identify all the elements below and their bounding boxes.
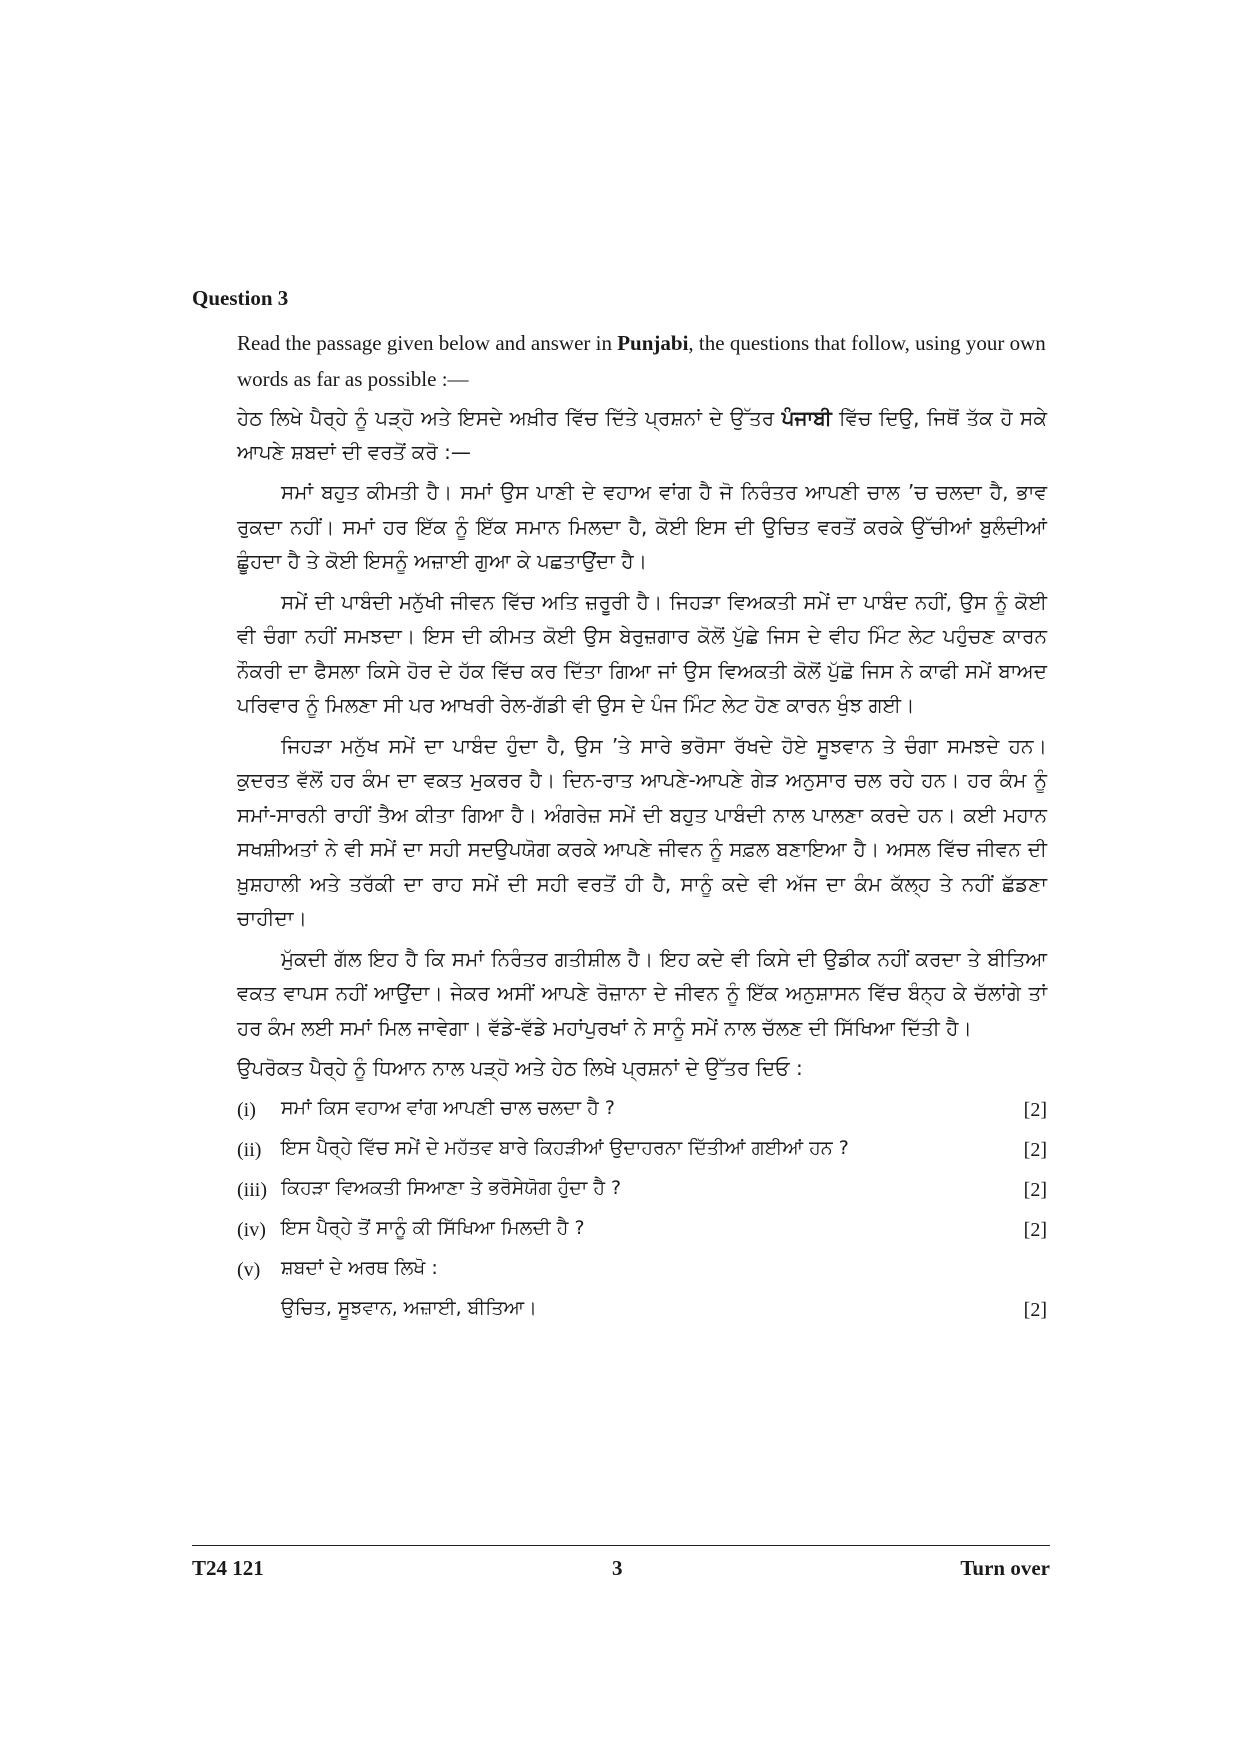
question-item-i <box>237 1095 1047 1135</box>
page-number: 3 <box>612 1556 623 1580</box>
question-number: (iv) <box>237 1219 266 1241</box>
instruction-punjabi-pre: ਹੇਠ ਲਿਖੇ ਪੈਰ੍ਹੇ ਨੂੰ ਪੜ੍ਹੋ ਅਤੇ ਇਸਦੇ ਅਖ਼ੀਰ ਵਿੱਚ ਦਿੱਤੇ ਪ੍ਰਸ਼ਨਾਂ ਦੇ ਉੱਤਰ <box>237 406 782 430</box>
instruction-punjabi-post: ਵਿੱਚ ਦਿਉ, ਜਿਥੋਂ ਤੱਕ ਹੋ ਸਕੇ ਆਪਣੇ ਸ਼ਬਦਾਂ ਦੀ ਵਰਤੋਂ ਕਰੋ :— <box>237 406 1047 464</box>
question-item-iv <box>237 1215 1047 1255</box>
paper-code: T24 121 <box>192 1556 264 1580</box>
question-heading: Question 3 <box>192 286 289 310</box>
question-number: (iii) <box>237 1179 267 1201</box>
question-item-v-words <box>237 1295 1047 1335</box>
instruction-english-post: , the questions that follow, using your own words as far as possible :— <box>237 331 1046 391</box>
instruction-english-pre: Read the passage given below and answer in <box>237 331 618 355</box>
instruction-punjabi-bold: ਪੰਜਾਬੀ <box>781 406 832 430</box>
instruction-english-bold: Punjabi <box>617 331 689 355</box>
question-marks: [2] <box>1023 1139 1047 1161</box>
question-text: ਇਸ ਪੈਰ੍ਹੇ ਵਿੱਚ ਸਮੇਂ ਦੇ ਮਹੱਤਵ ਬਾਰੇ ਕਿਹੜੀਆਂ ਉਦਾਹਰਨਾ ਦਿੱਤੀਆਂ ਗਈਆਂ ਹਨ ? <box>281 1137 849 1159</box>
instruction-english <box>237 325 1047 397</box>
question-marks: [2] <box>1023 1299 1047 1321</box>
question-text: ਕਿਹੜਾ ਵਿਅਕਤੀ ਸਿਆਣਾ ਤੇ ਭਰੋਸੇਯੋਗ ਹੁੰਦਾ ਹੈ ? <box>281 1177 622 1199</box>
question-number: (i) <box>237 1099 256 1121</box>
question-content <box>237 325 1047 1335</box>
question-marks: [2] <box>1023 1179 1047 1201</box>
question-marks: [2] <box>1023 1219 1047 1241</box>
question-text: ਸ਼ਬਦਾਂ ਦੇ ਅਰਥ ਲਿਖੋ : <box>281 1257 438 1279</box>
question-marks: [2] <box>1023 1099 1047 1121</box>
question-text: ਇਸ ਪੈਰ੍ਹੇ ਤੋਂ ਸਾਨੂੰ ਕੀ ਸਿੱਖਿਆ ਮਿਲਦੀ ਹੈ ? <box>281 1217 585 1239</box>
question-item-iii <box>237 1175 1047 1215</box>
footer-divider <box>192 1545 1050 1546</box>
turn-over-label: Turn over <box>960 1556 1050 1580</box>
instruction-punjabi <box>237 401 1047 469</box>
question-text: ਸਮਾਂ ਕਿਸ ਵਹਾਅ ਵਾਂਗ ਆਪਣੀ ਚਾਲ ਚਲਦਾ ਹੈ ? <box>281 1097 615 1119</box>
question-number: (ii) <box>237 1139 262 1161</box>
passage-paragraph-4: ਮੁੱਕਦੀ ਗੱਲ ਇਹ ਹੈ ਕਿ ਸਮਾਂ ਨਿਰੰਤਰ ਗਤੀਸ਼ੀਲ ਹੈ। ਇਹ ਕਦੇ ਵੀ ਕਿਸੇ ਦੀ ਉਡੀਕ ਨਹੀਂ ਕਰਦਾ ਤੇ ਬੀਤਿਆ ਵਕਤ ਵਾਪਸ ਨਹੀਂ ਆਉਂਦਾ। ਜੇਕਰ ਅਸੀਂ ਆਪਣੇ ਰੋਜ਼ਾਨਾ ਦੇ ਜੀਵਨ ਨੂੰ ਇੱਕ ਅਨੁਸ਼ਾਸਨ ਵਿੱਚ ਬੰਨ੍ਹ ਕੇ ਚੱਲਾਂਗੇ ਤਾਂ ਹਰ ਕੰਮ ਲਈ ਸਮਾਂ ਮਿਲ ਜਾਵੇਗਾ। ਵੱਡੇ-ਵੱਡੇ ਮਹਾਂਪੁਰਖਾਂ ਨੇ ਸਾਨੂੰ ਸਮੇਂ ਨਾਲ ਚੱਲਣ ਦੀ ਸਿੱਖਿਆ ਦਿੱਤੀ ਹੈ। <box>237 946 1047 1040</box>
question-number: (v) <box>237 1259 261 1281</box>
passage-paragraph-3: ਜਿਹੜਾ ਮਨੁੱਖ ਸਮੇਂ ਦਾ ਪਾਬੰਦ ਹੁੰਦਾ ਹੈ, ਉਸ ’ਤੇ ਸਾਰੇ ਭਰੋਸਾ ਰੱਖਦੇ ਹੋਏ ਸੂਝਵਾਨ ਤੇ ਚੰਗਾ ਸਮਝਦੇ ਹਨ। ਕੁਦਰਤ ਵੱਲੋਂ ਹਰ ਕੰਮ ਦਾ ਵਕਤ ਮੁਕਰਰ ਹੈ। ਦਿਨ-ਰਾਤ ਆਪਣੇ-ਆਪਣੇ ਗੇੜ ਅਨੁਸਾਰ ਚਲ ਰਹੇ ਹਨ। ਹਰ ਕੰਮ ਨੂੰ ਸਮਾਂ-ਸਾਰਨੀ ਰਾਹੀਂ ਤੈਅ ਕੀਤਾ ਗਿਆ ਹੈ। ਅੰਗਰੇਜ਼ ਸਮੇਂ ਦੀ ਬਹੁਤ ਪਾਬੰਦੀ ਨਾਲ ਪਾਲਣਾ ਕਰਦੇ ਹਨ। ਕਈ ਮਹਾਨ ਸਖਸ਼ੀਅਤਾਂ ਨੇ ਵੀ ਸਮੇਂ ਦਾ ਸਹੀ ਸਦਉਪਯੋਗ ਕਰਕੇ ਆਪਣੇ ਜੀਵਨ ਨੂੰ ਸਫ਼ਲ ਬਣਾਇਆ ਹੈ। ਅਸਲ ਵਿੱਚ ਜੀਵਨ ਦੀ ਖ਼ੁਸ਼ਹਾਲੀ ਅਤੇ ਤਰੱਕੀ ਦਾ ਰਾਹ ਸਮੇਂ ਦੀ ਸਹੀ ਵਰਤੋਂ ਹੀ ਹੈ, ਸਾਨੂੰ ਕਦੇ ਵੀ ਅੱਜ ਦਾ ਕੰਮ ਕੱਲ੍ਹ ਤੇ ਨਹੀਂ ਛੱਡਣਾ ਚਾਹੀਦਾ। <box>237 733 1047 930</box>
passage-paragraph-1: ਸਮਾਂ ਬਹੁਤ ਕੀਮਤੀ ਹੈ। ਸਮਾਂ ਉਸ ਪਾਣੀ ਦੇ ਵਹਾਅ ਵਾਂਗ ਹੈ ਜੋ ਨਿਰੰਤਰ ਆਪਣੀ ਚਾਲ ’ਚ ਚਲਦਾ ਹੈ, ਭਾਵ ਰੁਕਦਾ ਨਹੀਂ। ਸਮਾਂ ਹਰ ਇੱਕ ਨੂੰ ਇੱਕ ਸਮਾਨ ਮਿਲਦਾ ਹੈ, ਕੋਈ ਇਸ ਦੀ ਉਚਿਤ ਵਰਤੋਂ ਕਰਕੇ ਉੱਚੀਆਂ ਬੁਲੰਦੀਆਂ ਛੂੰਹਦਾ ਹੈ ਤੇ ਕੋਈ ਇਸਨੂੰ ਅਜ਼ਾਈ ਗੁਆ ਕੇ ਪਛਤਾਉਂਦਾ ਹੈ। <box>237 480 1047 573</box>
passage-paragraph-2: ਸਮੇਂ ਦੀ ਪਾਬੰਦੀ ਮਨੁੱਖੀ ਜੀਵਨ ਵਿੱਚ ਅਤਿ ਜ਼ਰੂਰੀ ਹੈ। ਜਿਹੜਾ ਵਿਅਕਤੀ ਸਮੇਂ ਦਾ ਪਾਬੰਦ ਨਹੀਂ, ਉਸ ਨੂੰ ਕੋਈ ਵੀ ਚੰਗਾ ਨਹੀਂ ਸਮਝਦਾ। ਇਸ ਦੀ ਕੀਮਤ ਕੋਈ ਉਸ ਬੇਰੁਜ਼ਗਾਰ ਕੋਲੋਂ ਪੁੱਛੇ ਜਿਸ ਦੇ ਵੀਹ ਮਿੰਟ ਲੇਟ ਪਹੁੰਚਣ ਕਾਰਨ ਨੌਕਰੀ ਦਾ ਫੈਸਲਾ ਕਿਸੇ ਹੋਰ ਦੇ ਹੱਕ ਵਿੱਚ ਕਰ ਦਿੱਤਾ ਗਿਆ ਜਾਂ ਉਸ ਵਿਅਕਤੀ ਕੋਲੋਂ ਪੁੱਛੋ ਜਿਸ ਨੇ ਕਾਫੀ ਸਮੇਂ ਬਾਅਦ ਪਰਿਵਾਰ ਨੂੰ ਮਿਲਣਾ ਸੀ ਪਰ ਆਖਰੀ ਰੇਲ-ਗੱਡੀ ਵੀ ਉਸ ਦੇ ਪੰਜ ਮਿੰਟ ਲੇਟ ਹੋਣ ਕਾਰਨ ਖੁੰਝ ਗਈ। <box>237 589 1047 717</box>
question-item-ii <box>237 1135 1047 1175</box>
question-list <box>237 1095 1047 1335</box>
questions-lead: ਉਪਰੋਕਤ ਪੈਰ੍ਹੇ ਨੂੰ ਧਿਆਨ ਨਾਲ ਪੜ੍ਹੋ ਅਤੇ ਹੇਠ ਲਿਖੇ ਪ੍ਰਸ਼ਨਾਂ ਦੇ ਉੱਤਰ ਦਿਓ : <box>237 1056 803 1080</box>
question-sub-text: ਉਚਿਤ, ਸੂਝਵਾਨ, ਅਜ਼ਾਈ, ਬੀਤਿਆ। <box>281 1297 537 1319</box>
question-item-v <box>237 1255 1047 1295</box>
